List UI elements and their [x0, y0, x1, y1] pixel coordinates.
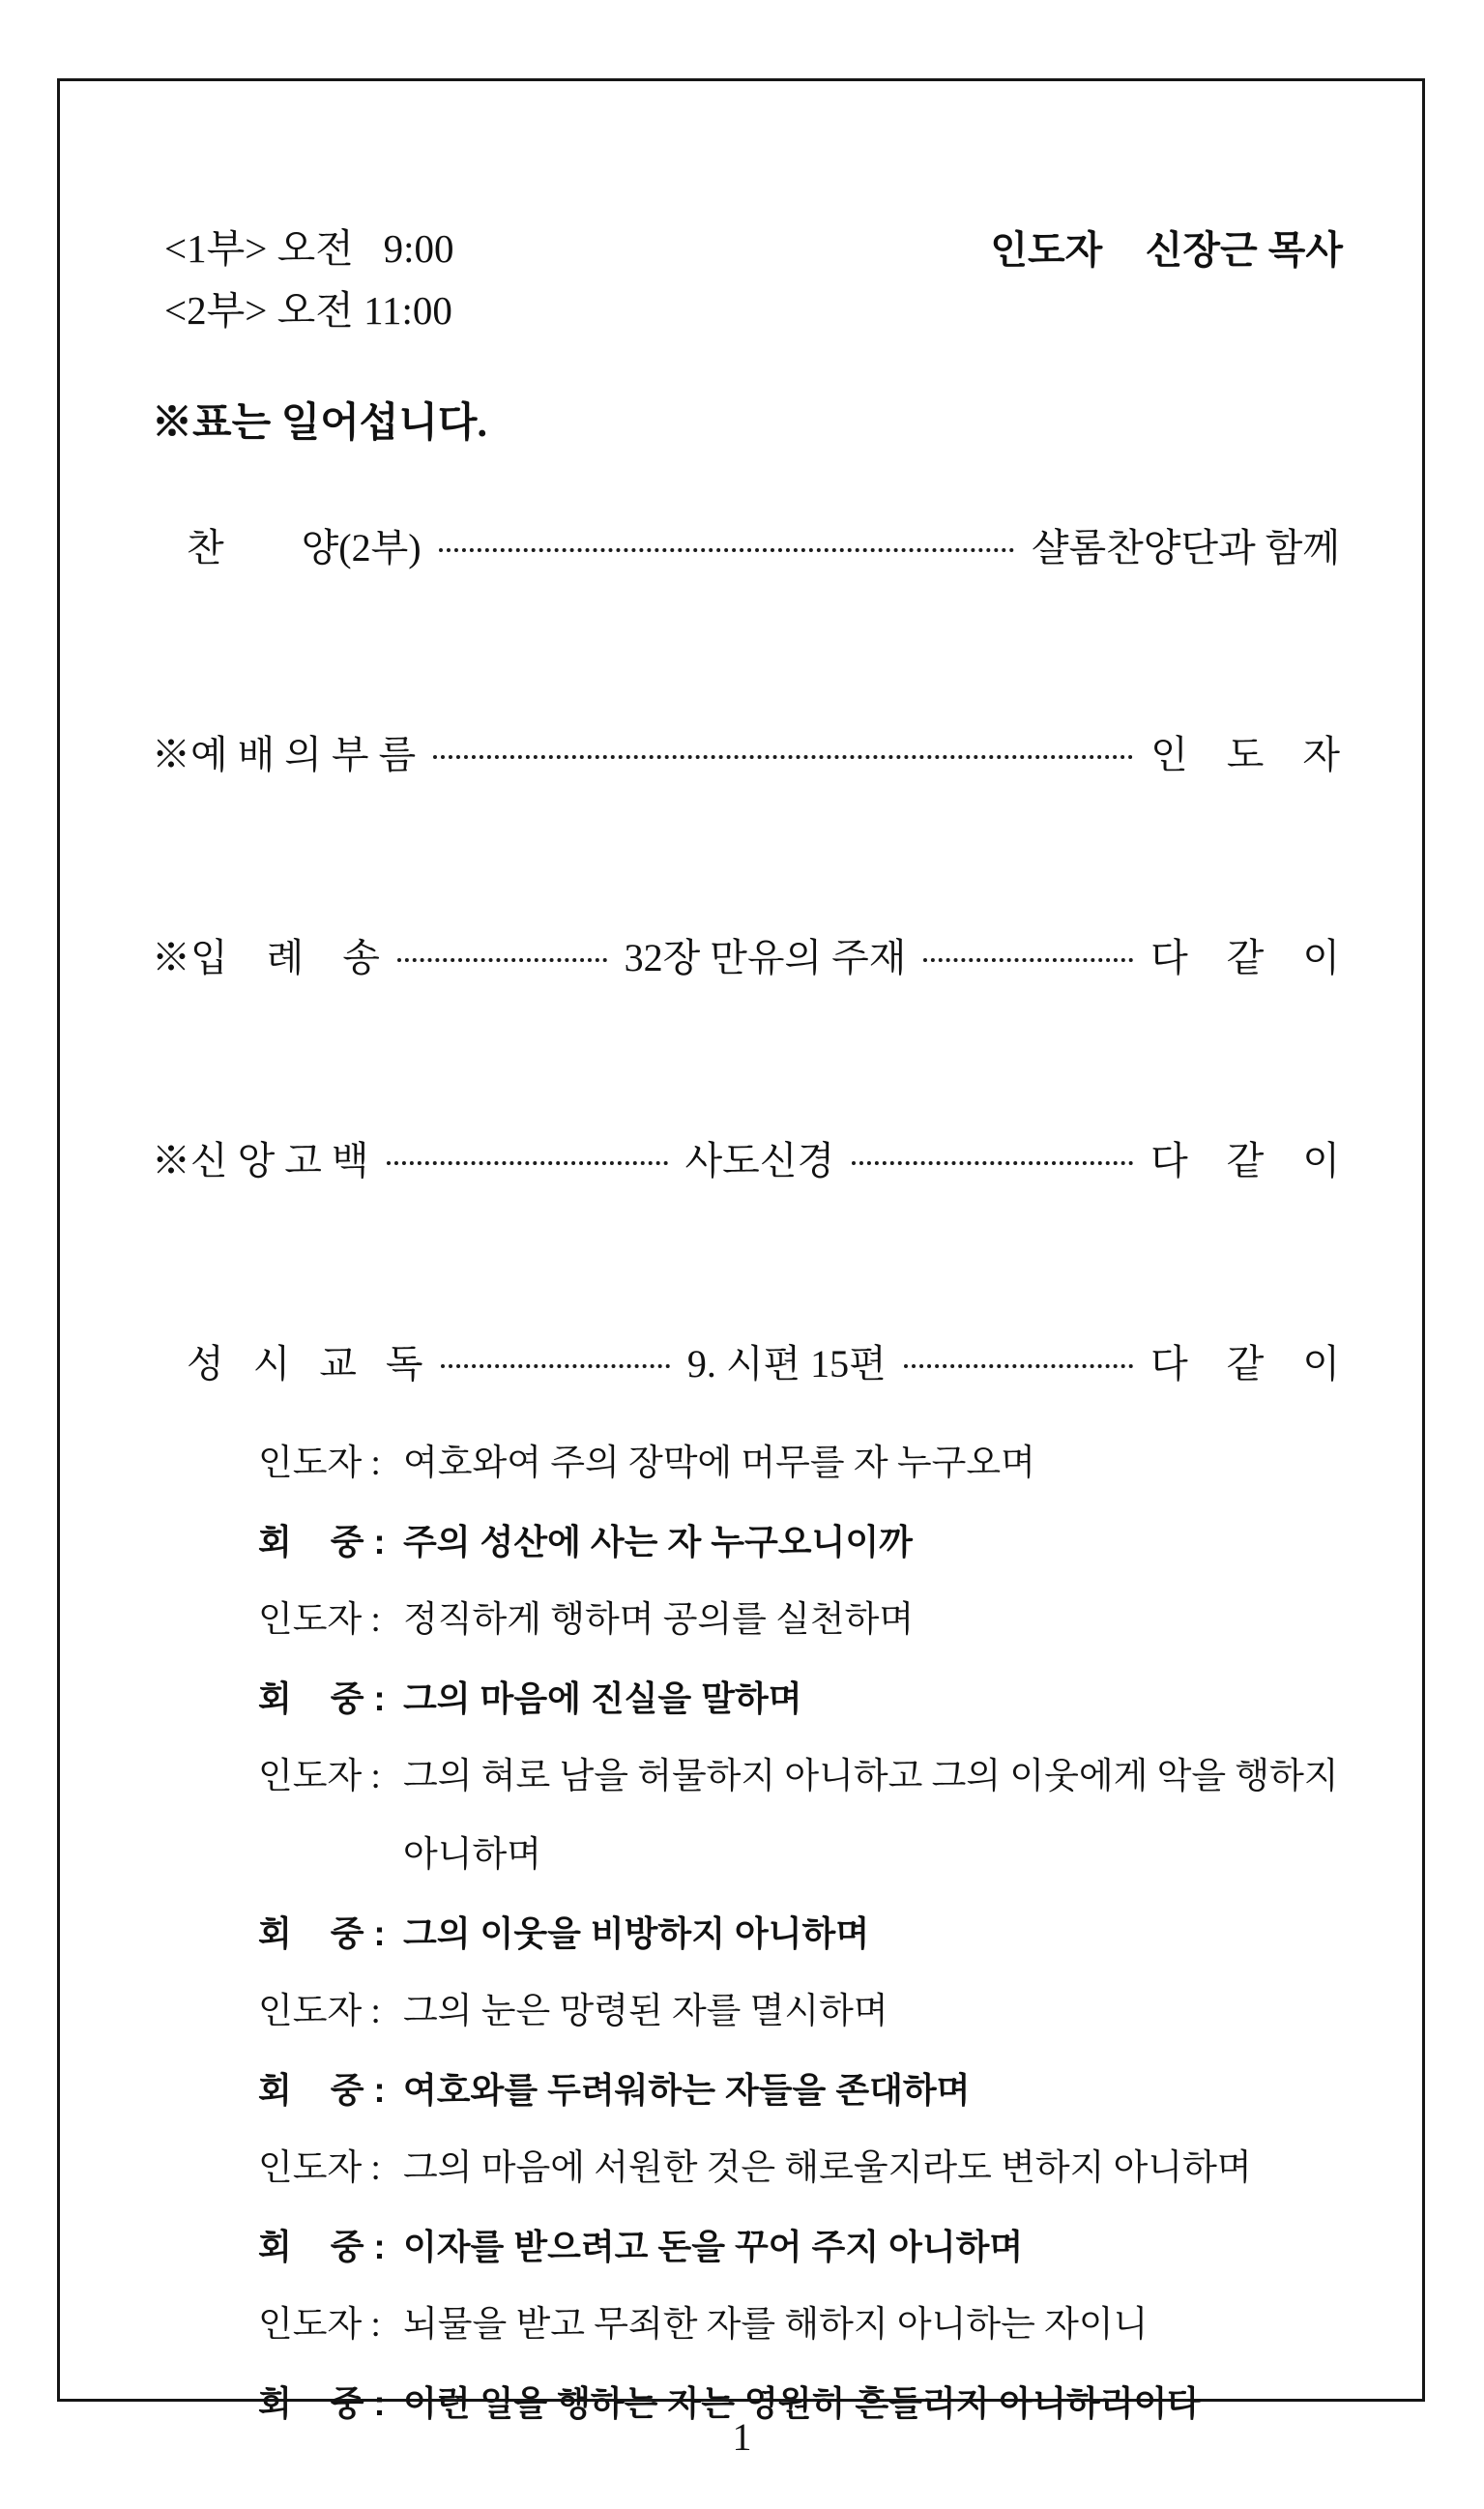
speaker-label: 회 중 : [258, 2227, 386, 2266]
reading-text: 이런 일을 행하는 자는 영원히 흔들리지 아니하리이다 [403, 2383, 1202, 2423]
order-item-label: 찬 양(2부) [187, 526, 422, 569]
order-item-confession-of-faith [152, 1137, 1340, 1185]
service-time-2: <2부> 오전 11:00 [164, 288, 452, 333]
order-item-center: 32장 만유의 주재 [624, 936, 907, 979]
reading-line-continuation [258, 1832, 1364, 1911]
order-item-right: 다 같 이 [1150, 1342, 1340, 1386]
reading-text: 그의 마음에 진실을 말하며 [403, 1678, 802, 1718]
reading-text: 뇌물을 받고 무죄한 자를 해하지 아니하는 자이니 [403, 2305, 1149, 2345]
order-item-responsive-reading [187, 1340, 1340, 1388]
order-item-label: ※입 례 송 [152, 936, 380, 979]
order-item-right: 샬롬찬양단과 함께 [1031, 526, 1340, 569]
dotted-leader [904, 1364, 1133, 1368]
page-border-frame [57, 78, 1425, 2423]
reading-line-leader [258, 2145, 1364, 2224]
page-number: 1 [732, 2415, 752, 2459]
speaker-label: 회 중 : [258, 1678, 386, 1718]
reading-text: 그의 이웃을 비방하지 아니하며 [403, 1913, 870, 1953]
reading-text: 여호와여 주의 장막에 머무를 자 누구오며 [403, 1444, 1035, 1483]
dotted-leader [397, 958, 607, 962]
speaker-label: 인도자 : [258, 1600, 381, 1640]
dotted-leader [923, 958, 1133, 962]
order-item-right: 다 같 이 [1150, 936, 1340, 979]
speaker-label: 인도자 : [258, 1992, 381, 2031]
reading-line-congregation [258, 1676, 1364, 1754]
speaker-label: 회 중 : [258, 2383, 386, 2423]
reading-line-leader [258, 2302, 1364, 2380]
reading-text: 정직하게 행하며 공의를 실천하며 [403, 1600, 915, 1640]
worship-leader: 인도자 신장근 목사 [990, 229, 1343, 272]
reading-line-congregation [258, 2067, 1364, 2145]
order-item-label: ※신 앙 고 백 [152, 1139, 369, 1182]
reading-text: 그의 마음에 서원한 것은 해로울지라도 변하지 아니하며 [403, 2148, 1252, 2188]
order-item-center: 9. 시편 15편 [686, 1342, 887, 1386]
speaker-label: 인도자 : [258, 1757, 381, 1796]
reading-line-congregation [258, 1911, 1364, 1989]
dotted-leader [441, 1364, 670, 1368]
speaker-label: 인도자 : [258, 2148, 381, 2188]
order-item-right: 다 같 이 [1150, 1139, 1341, 1182]
order-item-right: 인 도 자 [1150, 733, 1340, 776]
order-item-center: 사도신경 [684, 1139, 835, 1182]
reading-line-congregation [258, 1519, 1364, 1597]
order-item-introit [152, 934, 1340, 982]
dotted-leader [852, 1161, 1133, 1165]
speaker-label: 회 중 : [258, 1522, 386, 1561]
reading-text: 그의 눈은 망령된 자를 멸시하며 [403, 1992, 888, 2031]
order-item-call-to-worship [152, 731, 1340, 779]
reading-line-leader [258, 1441, 1364, 1519]
service-time-1: <1부> 오전 9:00 [164, 226, 454, 271]
dotted-leader [433, 755, 1133, 759]
reading-line-leader [258, 1989, 1364, 2067]
reading-text: 이자를 받으려고 돈을 꾸어 주지 아니하며 [403, 2227, 1024, 2266]
dotted-leader [439, 548, 1014, 552]
standing-notice: ※표는 일어섭니다. [152, 401, 488, 446]
speaker-label: 인도자 : [258, 1444, 381, 1483]
reading-text: 그의 혀로 남을 허물하지 아니하고 그의 이웃에게 악을 행하지 [403, 1757, 1339, 1796]
order-item-label: ※예 배 의 부 름 [152, 733, 417, 776]
dotted-leader [387, 1161, 668, 1165]
reading-line-congregation [258, 2224, 1364, 2302]
reading-line-leader [258, 1597, 1364, 1676]
speaker-label: 인도자 : [258, 2305, 381, 2345]
speaker-label: 회 중 : [258, 1913, 386, 1953]
reading-text: 여호와를 두려워하는 자들을 존대하며 [403, 2070, 971, 2110]
reading-line-leader [258, 1754, 1364, 1832]
order-item-label: 성 시 교 독 [187, 1342, 423, 1386]
responsive-reading-block [258, 1441, 1364, 2459]
order-item-praise [187, 524, 1340, 572]
reading-text: 아니하며 [403, 1835, 541, 1875]
reading-text: 주의 성산에 사는 자 누구오니이까 [403, 1522, 913, 1561]
speaker-label: 회 중 : [258, 2070, 386, 2110]
